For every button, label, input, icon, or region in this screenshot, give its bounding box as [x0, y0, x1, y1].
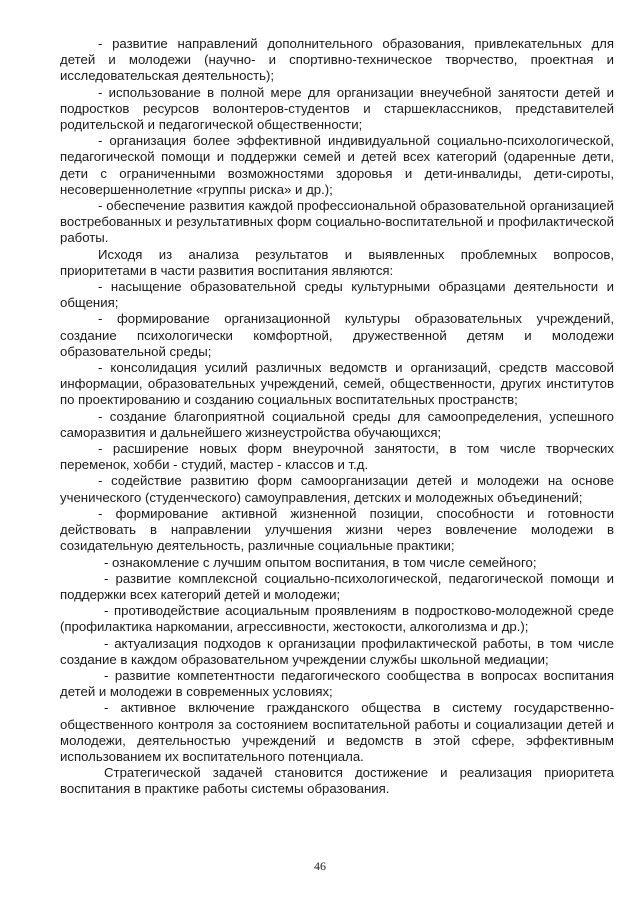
paragraph: - формирование организационной культуры образовательных учреждений, создание психологически комфортной, дружественной детям и молодежи образовательной среды;	[60, 311, 614, 359]
page-number: 46	[314, 859, 326, 873]
document-body	[60, 36, 614, 798]
paragraph: - создание благоприятной социальной среды для самоопределения, успешного саморазвития и дальнейшего жизнеустройства обучающихся;	[60, 408, 614, 440]
paragraph: - содействие развитию форм самоорганизации детей и молодежи на основе ученического (студенческого) самоуправления, детских и молодежных объединений;	[60, 473, 614, 505]
paragraph: - использование в полной мере для организации внеучебной занятости детей и подростков ресурсов волонтеров-студентов и старшеклассников, представителей родительской и педагогической общественности;	[60, 84, 614, 133]
paragraph: Стратегической задачей становится достижение и реализация приоритета воспитания в практике работы системы образования.	[60, 765, 614, 797]
paragraph: - формирование активной жизненной позиции, способности и готовности действовать в направлении улучшения жизни через вовлечение молодежи в созидательную деятельность, различные социальные практики;	[60, 505, 614, 554]
paragraph: - расширение новых форм внеурочной занятости, в том числе творческих переменок, хобби - студий, мастер - классов и т.д.	[60, 441, 614, 473]
paragraph: - противодействие асоциальным проявлениям в подростково-молодежной среде (профилактика наркомании, агрессивности, жестокости, алкоголизма и др.);	[60, 603, 614, 635]
paragraph: - консолидация усилий различных ведомств и организаций, средств массовой информации, образовательных учреждений, семей, общественности, других институтов по проектированию и созданию социальных воспитательных пространств;	[60, 360, 614, 408]
paragraph: - насыщение образовательной среды культурными образцами деятельности и общения;	[60, 279, 614, 311]
paragraph: - организация более эффективной индивидуальной социально-психологической, педагогической помощи и поддержки семей и детей всех категорий (одаренные дети, дети с ограниченными возможностями здоровья и дети-инвалиды, дети-сироты, несовершеннолетние «группы риска» и др.);	[60, 133, 614, 197]
paragraph: - обеспечение развития каждой профессиональной образовательной организацией востребованных и результативных форм социально-воспитательной и профилактической работы.	[60, 198, 614, 246]
paragraph: - ознакомление с лучшим опытом воспитания, в том числе семейного;	[104, 554, 537, 570]
paragraph: Исходя из анализа результатов и выявленных проблемных вопросов, приоритетами в части развития воспитания являются:	[60, 246, 614, 278]
paragraph: - активное включение гражданского общества в систему государственно-общественного контроля за состоянием воспитательной работы и социализации детей и молодежи, деятельностью учреждений и ведомств в этой сфере, эффективным использованием их воспитательного потенциала.	[60, 700, 614, 764]
paragraph: - развитие направлений дополнительного образования, привлекательных для детей и молодежи (научно- и спортивно-техническое творчество, проектная и исследовательская деятельность);	[60, 36, 614, 84]
paragraph: - развитие компетентности педагогического сообщества в вопросах воспитания детей и молодежи в современных условиях;	[60, 667, 614, 700]
paragraph: - развитие комплексной социально-психологической, педагогической помощи и поддержки всех категорий детей и молодежи;	[60, 570, 614, 602]
paragraph: - актуализация подходов к организации профилактической работы, в том числе создание в каждом образовательном учреждении службы школьной медиации;	[60, 635, 614, 667]
